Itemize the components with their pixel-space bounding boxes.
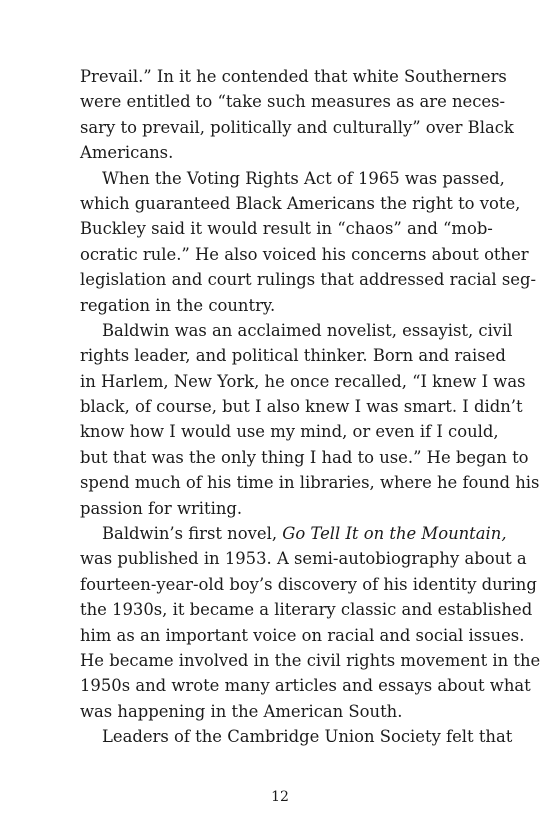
text-line: which guaranteed Black Americans the right to vote, [80, 193, 521, 213]
text-line: know how I would use my mind, or even if I could, [80, 422, 499, 442]
text-line [80, 521, 507, 546]
text-line: in Harlem, New York, he once recalled, “I knew I was [80, 371, 526, 391]
text-line: him as an important voice on racial and social issues. [80, 625, 525, 645]
text-line: black, of course, but I also knew I was smart. I didn’t [80, 397, 523, 417]
text-line: were entitled to “take such measures as are neces- [80, 92, 506, 112]
text-line: legislation and court rulings that addressed racial seg- [80, 270, 537, 290]
text-line: 1950s and wrote many articles and essays about what [80, 676, 531, 696]
text-line: sary to prevail, politically and culturally” over Black [80, 117, 514, 137]
text-line: Leaders of the Cambridge Union Society felt that [102, 727, 513, 747]
text-line: When the Voting Rights Act of 1965 was passed, [102, 168, 505, 188]
text-line: Prevail.” In it he contended that white Southerners [80, 67, 507, 86]
text-line: ocratic rule.” He also voiced his concerns about other [80, 244, 529, 264]
text-line: Buckley said it would result in “chaos” and “mob- [80, 219, 493, 239]
text-line: He became involved in the civil rights movement in the [80, 650, 541, 670]
text-line: spend much of his time in libraries, where he found his [80, 473, 540, 493]
text-line: the 1930s, it became a literary classic and established [80, 600, 533, 620]
text-line: regation in the country. [80, 295, 276, 315]
text-run: Baldwin’s first novel, [102, 524, 283, 544]
text-line: was happening in the American South. [80, 701, 403, 721]
body-text [80, 64, 541, 750]
book-title: Go Tell It on the Mountain, [282, 524, 507, 544]
page-number: 12 [271, 789, 289, 805]
text-line: passion for writing. [80, 498, 243, 518]
text-line: Baldwin was an acclaimed novelist, essayist, civil [102, 320, 513, 340]
text-line: Americans. [80, 143, 174, 163]
text-line: fourteen-year-old boy’s discovery of his identity during [80, 574, 537, 594]
text-line: rights leader, and political thinker. Born and raised [80, 346, 506, 366]
text-line: was published in 1953. A semi-autobiography about a [80, 549, 527, 569]
text-line: but that was the only thing I had to use.” He began to [80, 447, 529, 467]
